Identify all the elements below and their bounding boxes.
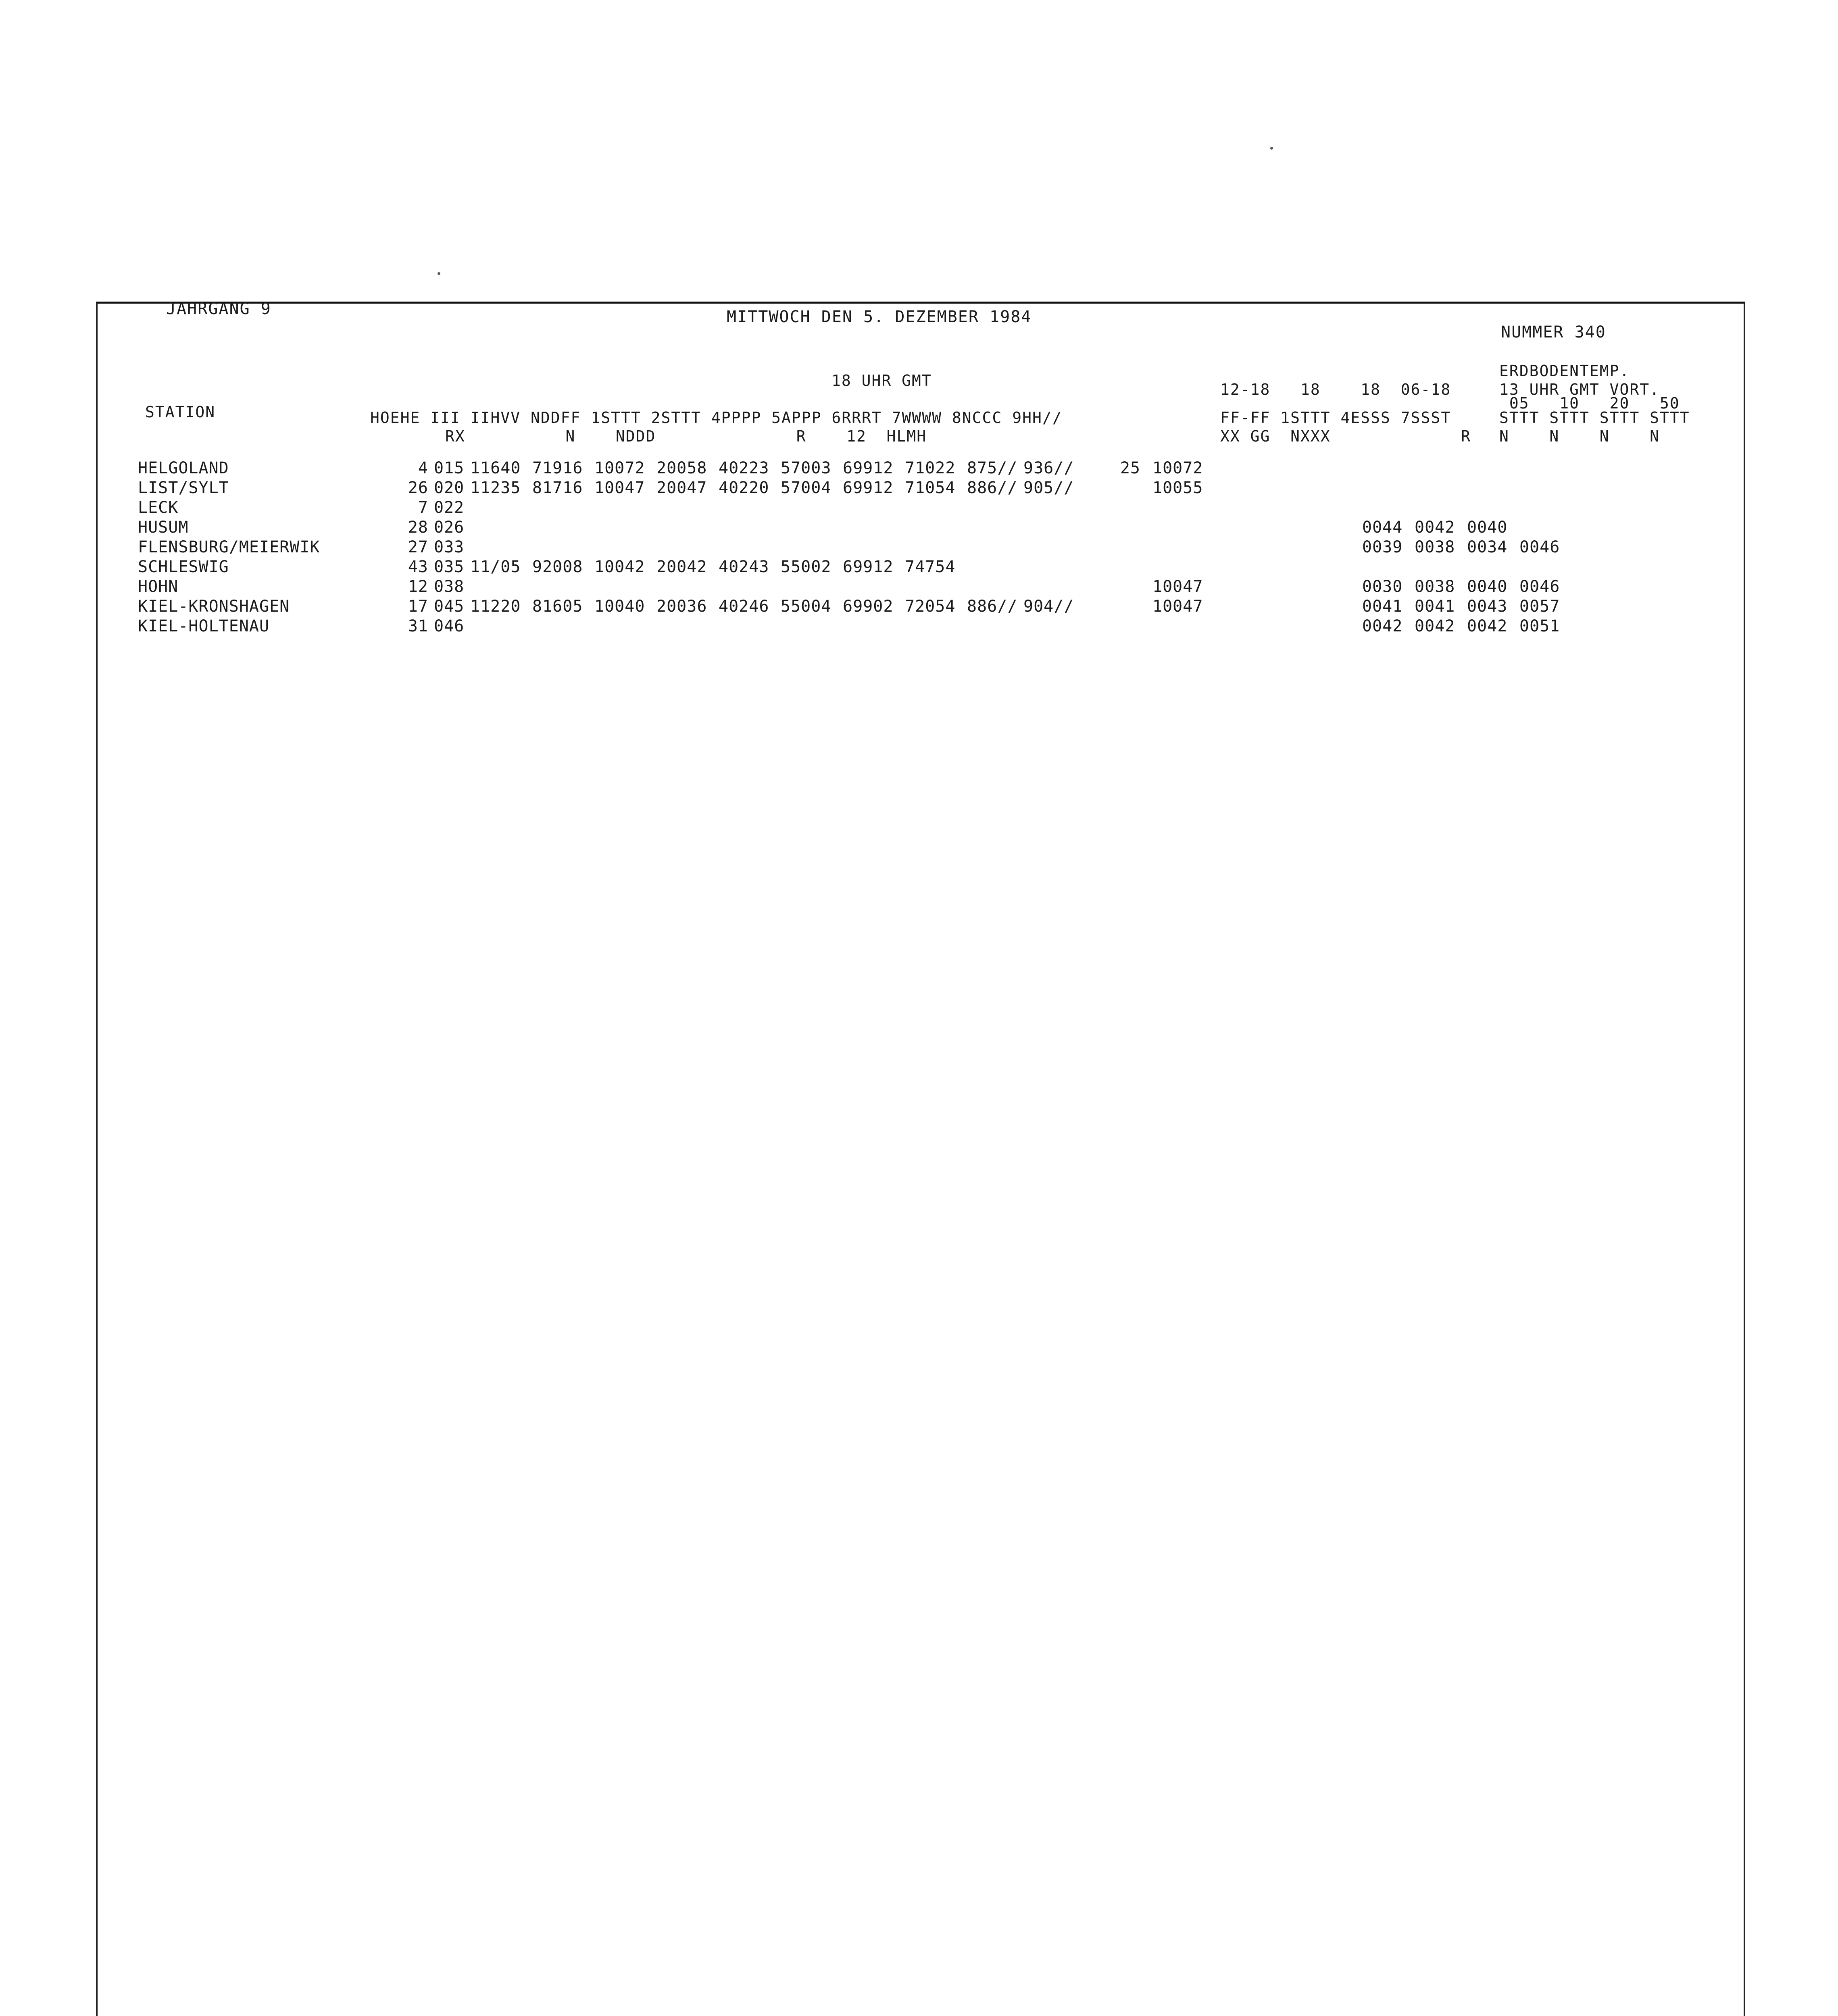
synop-group: 20042 xyxy=(656,558,707,576)
station-row xyxy=(138,557,1731,577)
soil-temp xyxy=(1519,458,1572,478)
header-18-uhr-gmt: 18 UHR GMT xyxy=(831,372,932,389)
snow-group xyxy=(1221,597,1362,616)
synop-group: 886// xyxy=(967,597,1018,616)
station-height: 27 xyxy=(408,538,428,556)
synop-group xyxy=(470,616,532,636)
snow-group xyxy=(1221,478,1362,498)
synop-group xyxy=(532,537,594,557)
synop-group xyxy=(719,616,781,636)
station-number: 046 xyxy=(434,617,465,635)
soil-temp: 0042 xyxy=(1415,617,1455,635)
max-temp-group: 10072 xyxy=(1152,459,1203,477)
station-height: 12 xyxy=(408,577,428,596)
gust-value xyxy=(1080,616,1152,636)
synop-group xyxy=(594,616,656,636)
mountain-marker xyxy=(364,577,380,597)
soil-temp: 0038 xyxy=(1415,538,1455,556)
station-row xyxy=(138,478,1731,498)
station-height: 28 xyxy=(408,518,428,537)
soil-temp xyxy=(1467,498,1519,518)
station-row xyxy=(138,577,1731,597)
synop-group xyxy=(781,616,843,636)
header-soil-n: N N N N xyxy=(1499,427,1660,445)
station-height: 7 xyxy=(418,498,428,517)
max-temp-group xyxy=(1152,518,1221,537)
synop-group xyxy=(719,518,781,537)
synop-group xyxy=(656,498,719,518)
snow-group xyxy=(1221,577,1362,597)
station-number: 045 xyxy=(434,597,465,616)
max-temp-group xyxy=(1152,498,1221,518)
station-name: LECK xyxy=(138,498,179,517)
station-height: 17 xyxy=(408,597,428,616)
synop-group xyxy=(781,518,843,537)
station-number: 015 xyxy=(434,459,465,477)
station-table xyxy=(138,458,1731,636)
max-temp-group xyxy=(1152,537,1221,557)
synop-group xyxy=(967,577,1023,597)
synop-group xyxy=(594,577,656,597)
soil-temp: 0044 xyxy=(1362,518,1403,537)
synop-group xyxy=(656,577,719,597)
synop-group xyxy=(719,577,781,597)
synop-group xyxy=(1023,537,1080,557)
soil-temp: 0041 xyxy=(1362,597,1403,616)
synop-group xyxy=(905,518,967,537)
gust-value: 25 xyxy=(1120,459,1140,477)
synop-group xyxy=(656,616,719,636)
station-name: HUSUM xyxy=(138,518,189,537)
station-name: KIEL-HOLTENAU xyxy=(138,617,270,635)
soil-temp xyxy=(1362,458,1415,478)
soil-temp: 0040 xyxy=(1467,518,1508,537)
synop-group xyxy=(781,577,843,597)
soil-temp xyxy=(1415,458,1467,478)
synop-group: 40243 xyxy=(719,558,769,576)
header-main-line2: RX N NDDD R 12 HLMH xyxy=(445,427,927,445)
synop-group: 69912 xyxy=(843,459,894,477)
mountain-marker xyxy=(364,458,380,478)
soil-temp xyxy=(1519,518,1572,537)
report-number: NUMMER 340 xyxy=(1501,323,1606,342)
synop-group xyxy=(967,498,1023,518)
synop-group xyxy=(1023,577,1080,597)
synop-group xyxy=(1023,616,1080,636)
mountain-marker xyxy=(364,537,380,557)
synop-group xyxy=(967,557,1023,577)
soil-temp: 0057 xyxy=(1519,597,1560,616)
synop-group: 11640 xyxy=(470,459,521,477)
synop-group: 10047 xyxy=(594,479,645,497)
soil-temp: 0030 xyxy=(1362,577,1403,596)
station-number: 020 xyxy=(434,479,465,497)
header-main-line1: HOEHE III IIHVV NDDFF 1STTT 2STTT 4PPPP 5APPP 6RRRT 7WWWW 8NCCC 9HH// xyxy=(370,409,1063,427)
synop-group: 40246 xyxy=(719,597,769,616)
station-name: HELGOLAND xyxy=(138,459,229,477)
synop-group: 71022 xyxy=(905,459,956,477)
soil-temp: 0046 xyxy=(1519,577,1560,596)
synop-group: 92008 xyxy=(532,558,583,576)
header-right-bot: XX GG NXXX R xyxy=(1220,427,1471,445)
soil-temp: 0038 xyxy=(1415,577,1455,596)
synop-group: 71916 xyxy=(532,459,583,477)
synop-group: 11235 xyxy=(470,479,521,497)
station-number: 026 xyxy=(434,518,465,537)
synop-group xyxy=(905,616,967,636)
station-row xyxy=(138,498,1731,518)
soil-temp xyxy=(1362,478,1415,498)
synop-group xyxy=(1023,498,1080,518)
gust-value xyxy=(1080,557,1152,577)
station-number: 033 xyxy=(434,538,465,556)
synop-group: 10072 xyxy=(594,459,645,477)
synop-group: 40220 xyxy=(719,479,769,497)
header-soil-depths: 05 10 20 50 xyxy=(1499,394,1680,412)
station-name: KIEL-KRONSHAGEN xyxy=(138,597,290,616)
soil-temp: 0051 xyxy=(1519,617,1560,635)
station-row xyxy=(138,458,1731,478)
synop-group: 10042 xyxy=(594,558,645,576)
snow-group xyxy=(1221,557,1362,577)
gust-value xyxy=(1080,498,1152,518)
synop-group: 904// xyxy=(1023,597,1074,616)
soil-temp: 0046 xyxy=(1519,538,1560,556)
header-soil-title: ERDBODENTEMP. xyxy=(1499,362,1630,380)
synop-group xyxy=(905,537,967,557)
synop-group xyxy=(470,537,532,557)
snow-group xyxy=(1221,498,1362,518)
report-sheet xyxy=(96,302,1745,2016)
synop-group xyxy=(532,518,594,537)
soil-temp: 0043 xyxy=(1467,597,1508,616)
synop-group: 20036 xyxy=(656,597,707,616)
mountain-marker xyxy=(364,557,380,577)
synop-group: 11/05 xyxy=(470,558,521,576)
gust-value xyxy=(1080,577,1152,597)
station-name: SCHLESWIG xyxy=(138,558,229,576)
synop-group xyxy=(843,577,905,597)
max-temp-group xyxy=(1152,616,1221,636)
station-number: 038 xyxy=(434,577,465,596)
synop-group xyxy=(781,498,843,518)
header-soil-sttt: STTT STTT STTT STTT xyxy=(1499,409,1690,427)
synop-group: 55002 xyxy=(781,558,831,576)
gust-value xyxy=(1080,518,1152,537)
synop-group: 57004 xyxy=(781,479,831,497)
synop-group: 886// xyxy=(967,479,1018,497)
jahrgang-label: JAHRGANG 9 xyxy=(166,300,271,318)
soil-temp: 0041 xyxy=(1415,597,1455,616)
synop-group xyxy=(594,537,656,557)
station-name: FLENSBURG/MEIERWIK xyxy=(138,538,320,556)
soil-temp xyxy=(1415,478,1467,498)
max-temp-group: 10055 xyxy=(1152,479,1203,497)
synop-group: 875// xyxy=(967,459,1018,477)
synop-group xyxy=(719,498,781,518)
synop-group: 40223 xyxy=(719,459,769,477)
synop-group: 10040 xyxy=(594,597,645,616)
synop-group xyxy=(843,537,905,557)
synop-group xyxy=(532,616,594,636)
station-number: 035 xyxy=(434,558,465,576)
gust-value xyxy=(1080,537,1152,557)
header-soil-sub: 13 UHR GMT VORT. xyxy=(1499,381,1660,398)
gust-value xyxy=(1080,597,1152,616)
scan-speck xyxy=(438,272,440,275)
synop-group xyxy=(532,498,594,518)
soil-temp: 0040 xyxy=(1467,577,1508,596)
synop-group xyxy=(1023,518,1080,537)
synop-group xyxy=(470,498,532,518)
synop-group xyxy=(470,577,532,597)
soil-temp xyxy=(1519,478,1572,498)
station-name: LIST/SYLT xyxy=(138,479,229,497)
synop-group xyxy=(843,616,905,636)
synop-group xyxy=(967,537,1023,557)
synop-group xyxy=(1023,557,1080,577)
synop-group xyxy=(594,518,656,537)
synop-group: 57003 xyxy=(781,459,831,477)
gust-value xyxy=(1080,478,1152,498)
station-height: 31 xyxy=(408,617,428,635)
soil-temp: 0042 xyxy=(1362,617,1403,635)
synop-group: 20047 xyxy=(656,479,707,497)
mountain-marker xyxy=(364,597,380,616)
synop-group: 81716 xyxy=(532,479,583,497)
header-right-mid: FF-FF 1STTT 4ESSS 7SSST xyxy=(1220,409,1451,427)
header-right-top: 12-18 18 18 06-18 xyxy=(1220,381,1451,398)
station-row xyxy=(138,518,1731,537)
soil-temp xyxy=(1362,498,1415,518)
soil-temp xyxy=(1415,557,1467,577)
soil-temp xyxy=(1415,498,1467,518)
station-row xyxy=(138,616,1731,636)
soil-temp: 0042 xyxy=(1467,617,1508,635)
synop-group: 69912 xyxy=(843,558,894,576)
mountain-marker xyxy=(364,518,380,537)
snow-group xyxy=(1221,537,1362,557)
station-height: 4 xyxy=(418,459,428,477)
soil-temp xyxy=(1519,557,1572,577)
synop-group: 905// xyxy=(1023,479,1074,497)
synop-group: 11220 xyxy=(470,597,521,616)
soil-temp: 0034 xyxy=(1467,538,1508,556)
synop-group: 20058 xyxy=(656,459,707,477)
synop-group: 936// xyxy=(1023,459,1074,477)
station-height: 26 xyxy=(408,479,428,497)
snow-group xyxy=(1221,518,1362,537)
station-row xyxy=(138,597,1731,616)
soil-temp xyxy=(1467,478,1519,498)
soil-temp xyxy=(1362,557,1415,577)
mountain-marker xyxy=(364,478,380,498)
station-height: 43 xyxy=(408,558,428,576)
station-number: 022 xyxy=(434,498,465,517)
synop-group: 69912 xyxy=(843,479,894,497)
synop-group xyxy=(967,518,1023,537)
soil-temp xyxy=(1467,458,1519,478)
synop-group xyxy=(905,577,967,597)
synop-group: 81605 xyxy=(532,597,583,616)
synop-group xyxy=(967,616,1023,636)
snow-group xyxy=(1221,458,1362,478)
max-temp-group: 10047 xyxy=(1152,597,1203,616)
station-name: HOHN xyxy=(138,577,179,596)
synop-group xyxy=(594,498,656,518)
synop-group: 72054 xyxy=(905,597,956,616)
soil-temp: 0039 xyxy=(1362,538,1403,556)
soil-temp xyxy=(1467,557,1519,577)
synop-group xyxy=(656,537,719,557)
mountain-marker xyxy=(364,616,380,636)
station-row xyxy=(138,537,1731,557)
synop-group: 69902 xyxy=(843,597,894,616)
max-temp-group xyxy=(1152,557,1221,577)
synop-group xyxy=(905,498,967,518)
soil-temp xyxy=(1519,498,1572,518)
header-station: STATION xyxy=(145,403,216,421)
synop-group xyxy=(843,518,905,537)
synop-group xyxy=(656,518,719,537)
report-date: MITTWOCH DEN 5. DEZEMBER 1984 xyxy=(727,308,1032,326)
max-temp-group: 10047 xyxy=(1152,577,1203,596)
snow-group xyxy=(1221,616,1362,636)
soil-temp: 0042 xyxy=(1415,518,1455,537)
synop-group xyxy=(532,577,594,597)
synop-group: 74754 xyxy=(905,558,956,576)
scan-speck xyxy=(1270,147,1273,150)
mountain-marker xyxy=(364,498,380,518)
synop-group: 71054 xyxy=(905,479,956,497)
synop-group xyxy=(470,518,532,537)
synop-group: 55004 xyxy=(781,597,831,616)
synop-group xyxy=(781,537,843,557)
synop-group xyxy=(719,537,781,557)
synop-group xyxy=(843,498,905,518)
